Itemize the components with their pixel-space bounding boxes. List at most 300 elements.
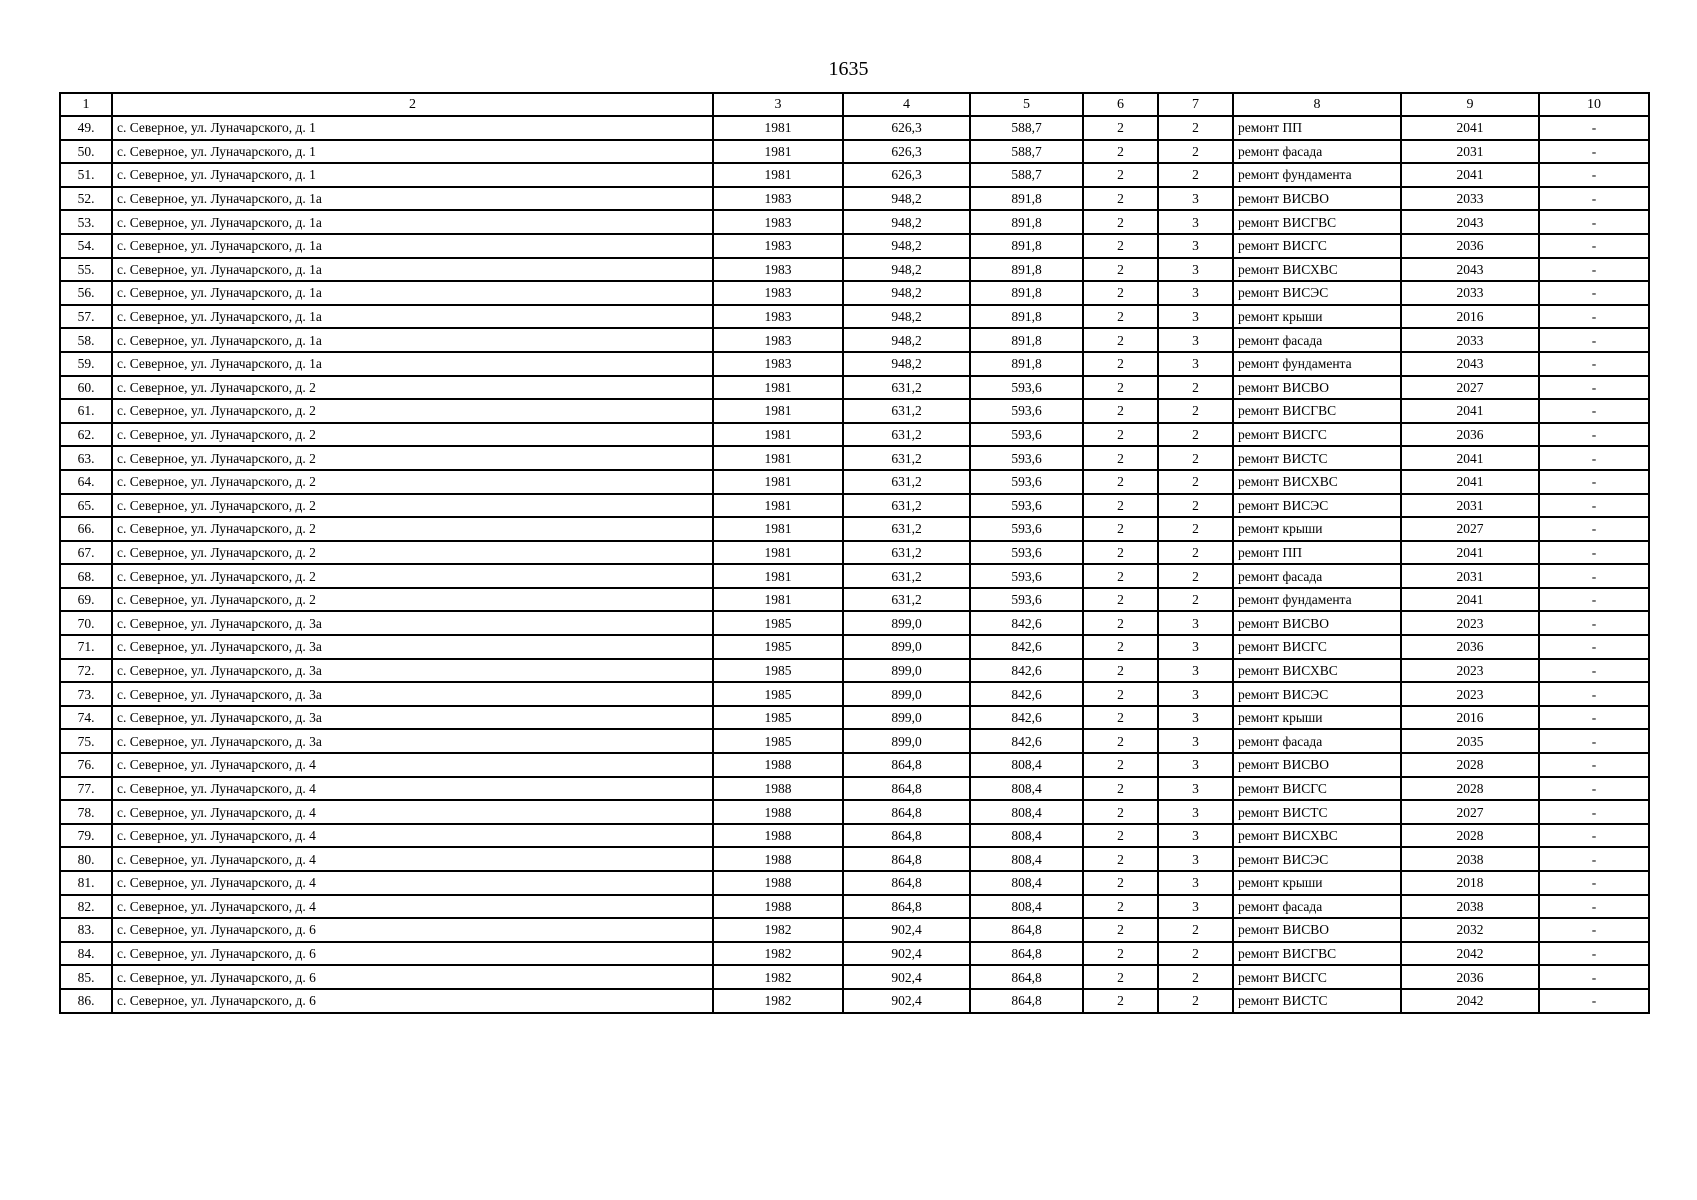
area-total-cell: 899,0 xyxy=(843,659,970,683)
area-living-cell: 808,4 xyxy=(970,895,1083,919)
plan-year-cell: 2033 xyxy=(1401,281,1539,305)
col7-cell: 2 xyxy=(1158,965,1233,989)
area-total-cell: 631,2 xyxy=(843,376,970,400)
table-row xyxy=(60,753,1649,777)
table-row xyxy=(60,847,1649,871)
year-cell: 1983 xyxy=(713,352,843,376)
col10-cell: - xyxy=(1539,376,1649,400)
area-total-cell: 899,0 xyxy=(843,706,970,730)
plan-year-cell: 2016 xyxy=(1401,305,1539,329)
row-number-cell: 61. xyxy=(60,399,112,423)
work-type-cell: ремонт крыши xyxy=(1233,305,1401,329)
work-type-cell: ремонт ВИСВО xyxy=(1233,918,1401,942)
table-row xyxy=(60,659,1649,683)
area-total-cell: 899,0 xyxy=(843,729,970,753)
work-type-cell: ремонт крыши xyxy=(1233,517,1401,541)
address-cell: с. Северное, ул. Луначарского, д. 6 xyxy=(112,965,713,989)
col10-cell: - xyxy=(1539,399,1649,423)
work-type-cell: ремонт ВИСХВС xyxy=(1233,258,1401,282)
area-living-cell: 842,6 xyxy=(970,682,1083,706)
plan-year-cell: 2038 xyxy=(1401,847,1539,871)
plan-year-cell: 2036 xyxy=(1401,423,1539,447)
col7-cell: 2 xyxy=(1158,116,1233,140)
col10-cell: - xyxy=(1539,824,1649,848)
plan-year-cell: 2036 xyxy=(1401,635,1539,659)
col7-cell: 2 xyxy=(1158,446,1233,470)
col7-cell: 2 xyxy=(1158,140,1233,164)
year-cell: 1981 xyxy=(713,446,843,470)
plan-year-cell: 2036 xyxy=(1401,234,1539,258)
row-number-cell: 85. xyxy=(60,965,112,989)
area-total-cell: 902,4 xyxy=(843,989,970,1013)
col10-cell: - xyxy=(1539,942,1649,966)
col7-cell: 2 xyxy=(1158,376,1233,400)
area-living-cell: 593,6 xyxy=(970,541,1083,565)
area-living-cell: 842,6 xyxy=(970,611,1083,635)
table-row xyxy=(60,399,1649,423)
col7-cell: 2 xyxy=(1158,494,1233,518)
table-row xyxy=(60,328,1649,352)
work-type-cell: ремонт фундамента xyxy=(1233,588,1401,612)
address-cell: с. Северное, ул. Луначарского, д. 1а xyxy=(112,234,713,258)
year-cell: 1981 xyxy=(713,376,843,400)
year-cell: 1985 xyxy=(713,659,843,683)
col10-cell: - xyxy=(1539,281,1649,305)
col10-cell: - xyxy=(1539,328,1649,352)
address-cell: с. Северное, ул. Луначарского, д. 1 xyxy=(112,140,713,164)
year-cell: 1982 xyxy=(713,965,843,989)
col7-cell: 2 xyxy=(1158,423,1233,447)
col6-cell: 2 xyxy=(1083,635,1158,659)
table-row xyxy=(60,281,1649,305)
area-living-cell: 593,6 xyxy=(970,564,1083,588)
col7-cell: 3 xyxy=(1158,187,1233,211)
table-row xyxy=(60,918,1649,942)
area-total-cell: 948,2 xyxy=(843,210,970,234)
work-type-cell: ремонт ВИСГС xyxy=(1233,965,1401,989)
row-number-cell: 58. xyxy=(60,328,112,352)
area-living-cell: 808,4 xyxy=(970,753,1083,777)
row-number-cell: 59. xyxy=(60,352,112,376)
col10-cell: - xyxy=(1539,588,1649,612)
col10-cell: - xyxy=(1539,494,1649,518)
col10-cell: - xyxy=(1539,800,1649,824)
address-cell: с. Северное, ул. Луначарского, д. 2 xyxy=(112,470,713,494)
work-type-cell: ремонт ВИСВО xyxy=(1233,611,1401,635)
area-living-cell: 588,7 xyxy=(970,140,1083,164)
year-cell: 1988 xyxy=(713,871,843,895)
plan-year-cell: 2041 xyxy=(1401,163,1539,187)
col6-cell: 2 xyxy=(1083,564,1158,588)
table-row xyxy=(60,777,1649,801)
col7-cell: 2 xyxy=(1158,942,1233,966)
col10-cell: - xyxy=(1539,470,1649,494)
year-cell: 1982 xyxy=(713,918,843,942)
col6-cell: 2 xyxy=(1083,706,1158,730)
year-cell: 1983 xyxy=(713,281,843,305)
col10-cell: - xyxy=(1539,140,1649,164)
area-living-cell: 808,4 xyxy=(970,777,1083,801)
area-total-cell: 626,3 xyxy=(843,140,970,164)
table-row xyxy=(60,258,1649,282)
row-number-cell: 80. xyxy=(60,847,112,871)
area-living-cell: 593,6 xyxy=(970,376,1083,400)
table-row xyxy=(60,423,1649,447)
year-cell: 1983 xyxy=(713,258,843,282)
col10-cell: - xyxy=(1539,918,1649,942)
col10-cell: - xyxy=(1539,541,1649,565)
area-total-cell: 631,2 xyxy=(843,399,970,423)
col6-cell: 2 xyxy=(1083,800,1158,824)
col6-cell: 2 xyxy=(1083,753,1158,777)
work-type-cell: ремонт ВИСГС xyxy=(1233,635,1401,659)
col10-cell: - xyxy=(1539,564,1649,588)
address-cell: с. Северное, ул. Луначарского, д. 2 xyxy=(112,517,713,541)
plan-year-cell: 2018 xyxy=(1401,871,1539,895)
col10-cell: - xyxy=(1539,187,1649,211)
row-number-cell: 72. xyxy=(60,659,112,683)
work-type-cell: ремонт крыши xyxy=(1233,871,1401,895)
area-total-cell: 902,4 xyxy=(843,942,970,966)
work-type-cell: ремонт ВИСГВС xyxy=(1233,942,1401,966)
col10-cell: - xyxy=(1539,659,1649,683)
col7-cell: 3 xyxy=(1158,800,1233,824)
work-type-cell: ремонт ВИСТС xyxy=(1233,800,1401,824)
area-total-cell: 864,8 xyxy=(843,847,970,871)
col6-cell: 2 xyxy=(1083,659,1158,683)
column-header: 1 xyxy=(60,93,112,116)
col7-cell: 2 xyxy=(1158,399,1233,423)
plan-year-cell: 2043 xyxy=(1401,352,1539,376)
work-type-cell: ремонт ВИСХВС xyxy=(1233,659,1401,683)
col6-cell: 2 xyxy=(1083,541,1158,565)
col10-cell: - xyxy=(1539,706,1649,730)
table-row xyxy=(60,234,1649,258)
col7-cell: 2 xyxy=(1158,470,1233,494)
col6-cell: 2 xyxy=(1083,163,1158,187)
row-number-cell: 67. xyxy=(60,541,112,565)
work-type-cell: ремонт ВИСЭС xyxy=(1233,682,1401,706)
col7-cell: 3 xyxy=(1158,847,1233,871)
col10-cell: - xyxy=(1539,163,1649,187)
column-header: 5 xyxy=(970,93,1083,116)
col6-cell: 2 xyxy=(1083,611,1158,635)
address-cell: с. Северное, ул. Луначарского, д. 1а xyxy=(112,281,713,305)
year-cell: 1982 xyxy=(713,989,843,1013)
area-living-cell: 864,8 xyxy=(970,918,1083,942)
area-living-cell: 593,6 xyxy=(970,446,1083,470)
col6-cell: 2 xyxy=(1083,729,1158,753)
address-cell: с. Северное, ул. Луначарского, д. 1а xyxy=(112,258,713,282)
plan-year-cell: 2027 xyxy=(1401,517,1539,541)
work-type-cell: ремонт фасада xyxy=(1233,895,1401,919)
row-number-cell: 66. xyxy=(60,517,112,541)
work-type-cell: ремонт ВИСЭС xyxy=(1233,494,1401,518)
year-cell: 1983 xyxy=(713,328,843,352)
plan-year-cell: 2041 xyxy=(1401,588,1539,612)
area-living-cell: 864,8 xyxy=(970,965,1083,989)
year-cell: 1981 xyxy=(713,541,843,565)
col7-cell: 2 xyxy=(1158,588,1233,612)
area-total-cell: 631,2 xyxy=(843,541,970,565)
col10-cell: - xyxy=(1539,423,1649,447)
row-number-cell: 62. xyxy=(60,423,112,447)
work-type-cell: ремонт фундамента xyxy=(1233,163,1401,187)
address-cell: с. Северное, ул. Луначарского, д. 4 xyxy=(112,895,713,919)
work-type-cell: ремонт фундамента xyxy=(1233,352,1401,376)
col6-cell: 2 xyxy=(1083,328,1158,352)
year-cell: 1985 xyxy=(713,611,843,635)
address-cell: с. Северное, ул. Луначарского, д. 1а xyxy=(112,305,713,329)
area-living-cell: 593,6 xyxy=(970,423,1083,447)
year-cell: 1981 xyxy=(713,494,843,518)
year-cell: 1988 xyxy=(713,847,843,871)
row-number-cell: 84. xyxy=(60,942,112,966)
work-type-cell: ремонт ВИСЭС xyxy=(1233,281,1401,305)
row-number-cell: 71. xyxy=(60,635,112,659)
plan-year-cell: 2023 xyxy=(1401,611,1539,635)
col6-cell: 2 xyxy=(1083,965,1158,989)
row-number-cell: 54. xyxy=(60,234,112,258)
table-row xyxy=(60,541,1649,565)
col10-cell: - xyxy=(1539,352,1649,376)
column-header: 6 xyxy=(1083,93,1158,116)
plan-year-cell: 2027 xyxy=(1401,800,1539,824)
col10-cell: - xyxy=(1539,871,1649,895)
year-cell: 1983 xyxy=(713,187,843,211)
year-cell: 1985 xyxy=(713,729,843,753)
area-living-cell: 891,8 xyxy=(970,352,1083,376)
table-row xyxy=(60,494,1649,518)
area-total-cell: 948,2 xyxy=(843,234,970,258)
col10-cell: - xyxy=(1539,729,1649,753)
col7-cell: 3 xyxy=(1158,895,1233,919)
area-living-cell: 891,8 xyxy=(970,281,1083,305)
col10-cell: - xyxy=(1539,517,1649,541)
area-total-cell: 948,2 xyxy=(843,281,970,305)
col10-cell: - xyxy=(1539,777,1649,801)
work-type-cell: ремонт ВИСВО xyxy=(1233,376,1401,400)
address-cell: с. Северное, ул. Луначарского, д. 6 xyxy=(112,918,713,942)
address-cell: с. Северное, ул. Луначарского, д. 3а xyxy=(112,659,713,683)
plan-year-cell: 2028 xyxy=(1401,777,1539,801)
plan-year-cell: 2041 xyxy=(1401,399,1539,423)
year-cell: 1985 xyxy=(713,706,843,730)
col10-cell: - xyxy=(1539,682,1649,706)
row-number-cell: 73. xyxy=(60,682,112,706)
address-cell: с. Северное, ул. Луначарского, д. 3а xyxy=(112,729,713,753)
row-number-cell: 79. xyxy=(60,824,112,848)
plan-year-cell: 2031 xyxy=(1401,494,1539,518)
plan-year-cell: 2028 xyxy=(1401,753,1539,777)
year-cell: 1988 xyxy=(713,777,843,801)
table-row xyxy=(60,682,1649,706)
col6-cell: 2 xyxy=(1083,588,1158,612)
area-living-cell: 864,8 xyxy=(970,989,1083,1013)
address-cell: с. Северное, ул. Луначарского, д. 3а xyxy=(112,611,713,635)
column-header: 9 xyxy=(1401,93,1539,116)
area-living-cell: 891,8 xyxy=(970,187,1083,211)
year-cell: 1983 xyxy=(713,210,843,234)
col10-cell: - xyxy=(1539,116,1649,140)
area-total-cell: 864,8 xyxy=(843,777,970,801)
table-row xyxy=(60,187,1649,211)
col6-cell: 2 xyxy=(1083,989,1158,1013)
plan-year-cell: 2041 xyxy=(1401,116,1539,140)
table-row xyxy=(60,446,1649,470)
col6-cell: 2 xyxy=(1083,234,1158,258)
year-cell: 1981 xyxy=(713,588,843,612)
plan-year-cell: 2023 xyxy=(1401,682,1539,706)
col10-cell: - xyxy=(1539,847,1649,871)
col10-cell: - xyxy=(1539,753,1649,777)
col6-cell: 2 xyxy=(1083,352,1158,376)
address-cell: с. Северное, ул. Луначарского, д. 4 xyxy=(112,847,713,871)
address-cell: с. Северное, ул. Луначарского, д. 2 xyxy=(112,446,713,470)
address-cell: с. Северное, ул. Луначарского, д. 3а xyxy=(112,635,713,659)
col7-cell: 3 xyxy=(1158,777,1233,801)
plan-year-cell: 2033 xyxy=(1401,328,1539,352)
area-total-cell: 864,8 xyxy=(843,824,970,848)
year-cell: 1983 xyxy=(713,234,843,258)
col7-cell: 2 xyxy=(1158,989,1233,1013)
year-cell: 1981 xyxy=(713,116,843,140)
table-row xyxy=(60,470,1649,494)
address-cell: с. Северное, ул. Луначарского, д. 2 xyxy=(112,564,713,588)
work-type-cell: ремонт ВИСТС xyxy=(1233,989,1401,1013)
table-row xyxy=(60,564,1649,588)
plan-year-cell: 2041 xyxy=(1401,541,1539,565)
table-row xyxy=(60,706,1649,730)
plan-year-cell: 2043 xyxy=(1401,258,1539,282)
header-row xyxy=(60,93,1649,116)
row-number-cell: 83. xyxy=(60,918,112,942)
year-cell: 1988 xyxy=(713,800,843,824)
area-total-cell: 899,0 xyxy=(843,611,970,635)
area-living-cell: 891,8 xyxy=(970,328,1083,352)
year-cell: 1981 xyxy=(713,517,843,541)
col7-cell: 3 xyxy=(1158,258,1233,282)
address-cell: с. Северное, ул. Луначарского, д. 2 xyxy=(112,376,713,400)
col10-cell: - xyxy=(1539,305,1649,329)
row-number-cell: 53. xyxy=(60,210,112,234)
col10-cell: - xyxy=(1539,895,1649,919)
plan-year-cell: 2042 xyxy=(1401,942,1539,966)
address-cell: с. Северное, ул. Луначарского, д. 1а xyxy=(112,328,713,352)
col10-cell: - xyxy=(1539,234,1649,258)
col6-cell: 2 xyxy=(1083,682,1158,706)
col7-cell: 3 xyxy=(1158,753,1233,777)
area-total-cell: 902,4 xyxy=(843,965,970,989)
column-header: 10 xyxy=(1539,93,1649,116)
area-total-cell: 948,2 xyxy=(843,258,970,282)
area-total-cell: 631,2 xyxy=(843,588,970,612)
col6-cell: 2 xyxy=(1083,210,1158,234)
table-row xyxy=(60,965,1649,989)
plan-year-cell: 2032 xyxy=(1401,918,1539,942)
area-living-cell: 842,6 xyxy=(970,706,1083,730)
col6-cell: 2 xyxy=(1083,376,1158,400)
col7-cell: 3 xyxy=(1158,729,1233,753)
area-total-cell: 864,8 xyxy=(843,800,970,824)
column-header: 2 xyxy=(112,93,713,116)
table-row xyxy=(60,989,1649,1013)
area-total-cell: 631,2 xyxy=(843,564,970,588)
table-row xyxy=(60,871,1649,895)
work-type-cell: ремонт ВИСХВС xyxy=(1233,470,1401,494)
work-type-cell: ремонт ПП xyxy=(1233,116,1401,140)
year-cell: 1988 xyxy=(713,895,843,919)
work-type-cell: ремонт ВИСГС xyxy=(1233,777,1401,801)
address-cell: с. Северное, ул. Луначарского, д. 3а xyxy=(112,682,713,706)
plan-year-cell: 2016 xyxy=(1401,706,1539,730)
area-total-cell: 631,2 xyxy=(843,494,970,518)
table-row xyxy=(60,942,1649,966)
work-type-cell: ремонт ВИСГС xyxy=(1233,423,1401,447)
year-cell: 1988 xyxy=(713,824,843,848)
registry-table xyxy=(59,92,1650,1014)
address-cell: с. Северное, ул. Луначарского, д. 2 xyxy=(112,399,713,423)
plan-year-cell: 2031 xyxy=(1401,140,1539,164)
row-number-cell: 86. xyxy=(60,989,112,1013)
area-living-cell: 808,4 xyxy=(970,871,1083,895)
col7-cell: 3 xyxy=(1158,305,1233,329)
row-number-cell: 60. xyxy=(60,376,112,400)
col6-cell: 2 xyxy=(1083,942,1158,966)
address-cell: с. Северное, ул. Луначарского, д. 4 xyxy=(112,753,713,777)
col6-cell: 2 xyxy=(1083,446,1158,470)
area-living-cell: 842,6 xyxy=(970,635,1083,659)
col6-cell: 2 xyxy=(1083,470,1158,494)
area-living-cell: 891,8 xyxy=(970,305,1083,329)
area-living-cell: 891,8 xyxy=(970,258,1083,282)
col6-cell: 2 xyxy=(1083,305,1158,329)
area-living-cell: 588,7 xyxy=(970,116,1083,140)
year-cell: 1981 xyxy=(713,470,843,494)
col7-cell: 3 xyxy=(1158,871,1233,895)
work-type-cell: ремонт фасада xyxy=(1233,140,1401,164)
work-type-cell: ремонт ВИСГВС xyxy=(1233,399,1401,423)
area-total-cell: 631,2 xyxy=(843,423,970,447)
col6-cell: 2 xyxy=(1083,281,1158,305)
area-living-cell: 808,4 xyxy=(970,824,1083,848)
col6-cell: 2 xyxy=(1083,116,1158,140)
col7-cell: 2 xyxy=(1158,564,1233,588)
address-cell: с. Северное, ул. Луначарского, д. 1а xyxy=(112,187,713,211)
plan-year-cell: 2038 xyxy=(1401,895,1539,919)
col6-cell: 2 xyxy=(1083,187,1158,211)
year-cell: 1981 xyxy=(713,423,843,447)
work-type-cell: ремонт ПП xyxy=(1233,541,1401,565)
plan-year-cell: 2035 xyxy=(1401,729,1539,753)
row-number-cell: 49. xyxy=(60,116,112,140)
column-header: 4 xyxy=(843,93,970,116)
col7-cell: 2 xyxy=(1158,163,1233,187)
area-total-cell: 864,8 xyxy=(843,753,970,777)
area-total-cell: 864,8 xyxy=(843,895,970,919)
col7-cell: 3 xyxy=(1158,682,1233,706)
address-cell: с. Северное, ул. Луначарского, д. 4 xyxy=(112,800,713,824)
area-living-cell: 593,6 xyxy=(970,588,1083,612)
plan-year-cell: 2041 xyxy=(1401,470,1539,494)
col6-cell: 2 xyxy=(1083,494,1158,518)
area-living-cell: 588,7 xyxy=(970,163,1083,187)
address-cell: с. Северное, ул. Луначарского, д. 2 xyxy=(112,494,713,518)
col6-cell: 2 xyxy=(1083,847,1158,871)
work-type-cell: ремонт ВИСХВС xyxy=(1233,824,1401,848)
year-cell: 1981 xyxy=(713,564,843,588)
row-number-cell: 74. xyxy=(60,706,112,730)
